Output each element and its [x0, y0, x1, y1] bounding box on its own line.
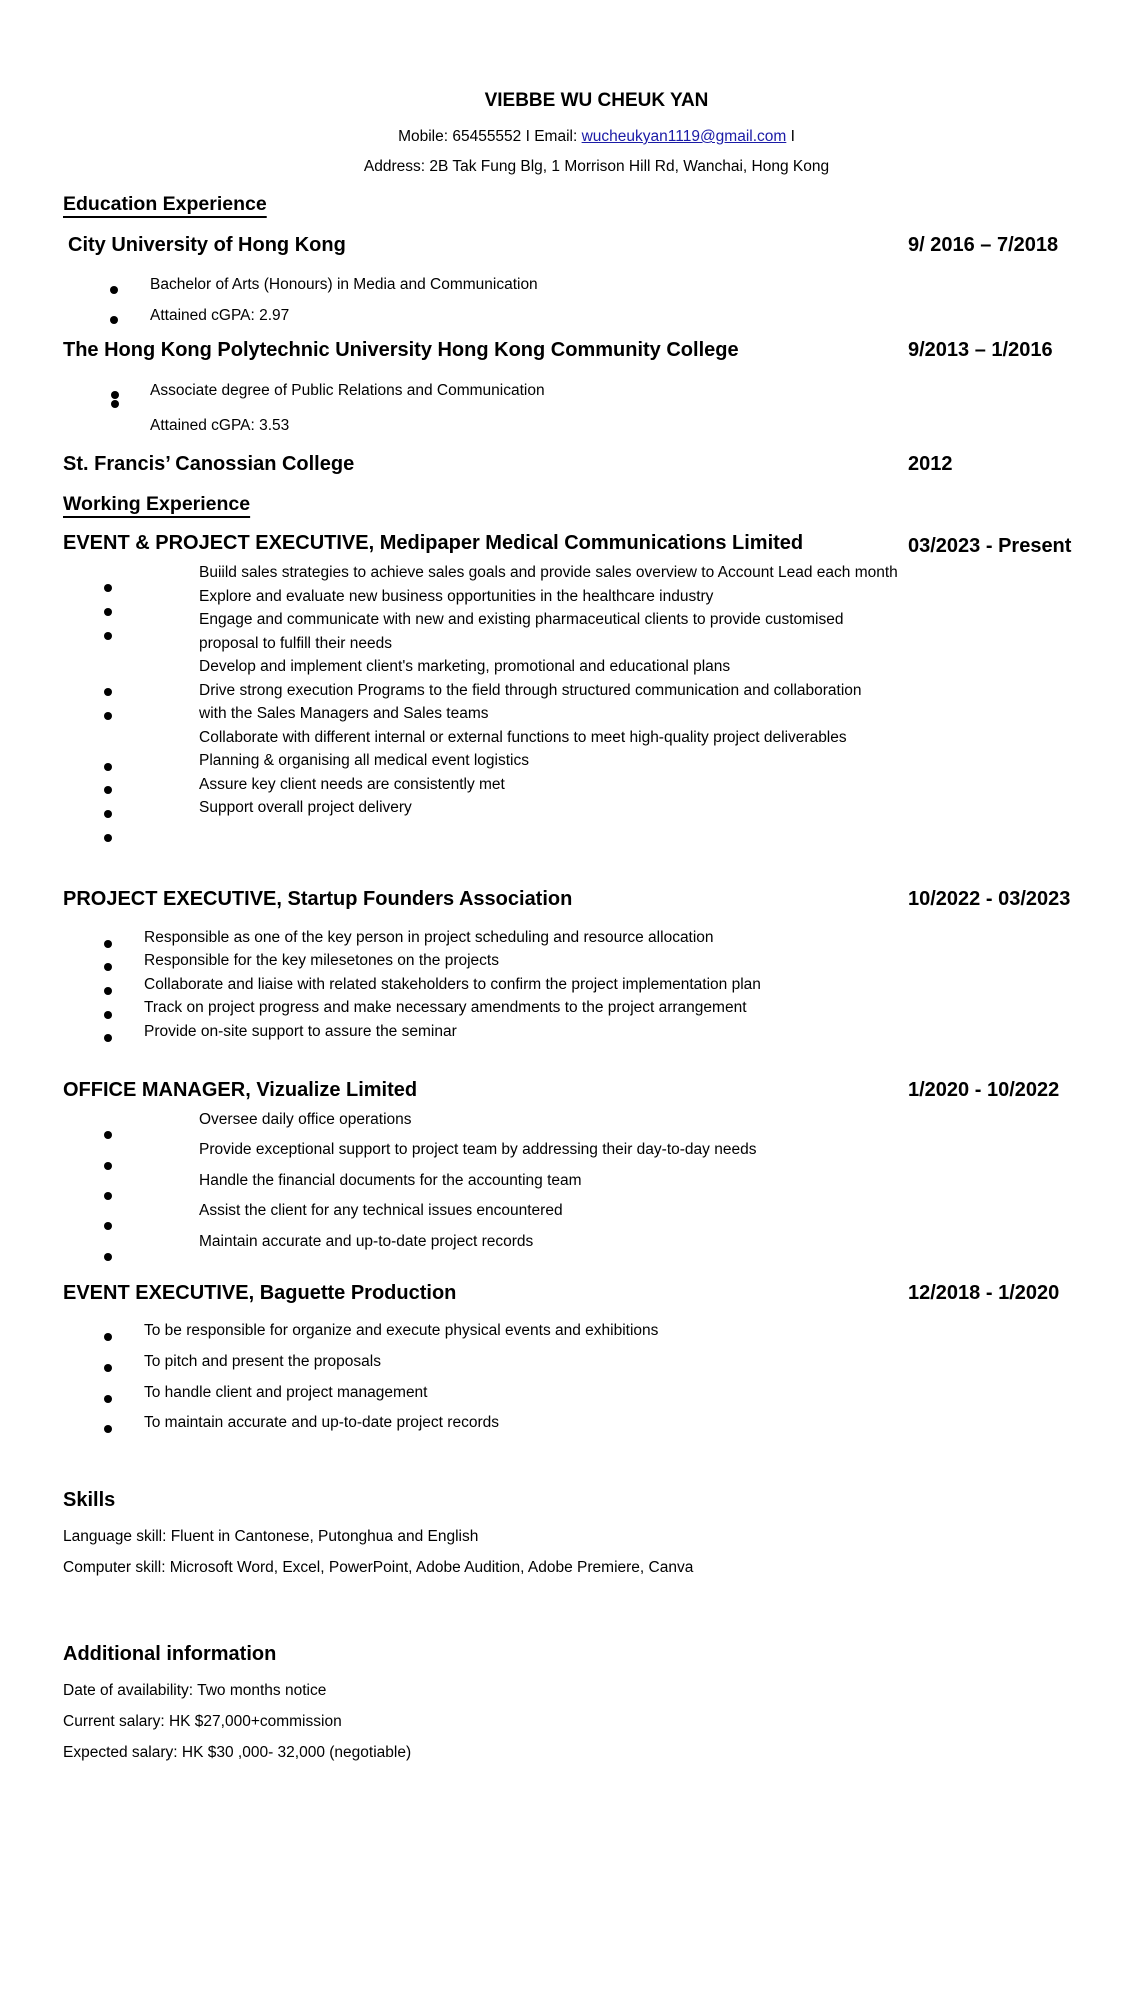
job-duty: Engage and communicate with new and existing pharmaceutical clients to provide customised: [199, 611, 844, 628]
education-item: Attained cGPA: 3.53: [150, 417, 290, 434]
bullet-dot: [104, 1222, 112, 1230]
job-title: PROJECT EXECUTIVE, Startup Founders Association: [63, 888, 573, 910]
job-duty: Develop and implement client's marketing, promotional and educational plans: [199, 658, 731, 675]
bullet-dot: [111, 400, 119, 408]
job-duty: To be responsible for organize and execute physical events and exhibitions: [144, 1322, 659, 1339]
job-duty: Explore and evaluate new business opportunities in the healthcare industry: [199, 588, 714, 605]
work-heading: Working Experience: [63, 493, 251, 515]
bullet-dot: [110, 286, 118, 294]
school-date: 9/ 2016 – 7/2018: [908, 234, 1059, 256]
bullet-dot: [104, 763, 112, 771]
job-duty: Maintain accurate and up-to-date project records: [199, 1233, 534, 1250]
bullet-dot: [104, 810, 112, 818]
bullet-dot: [104, 1131, 112, 1139]
bullet-dot: [104, 1395, 112, 1403]
job-title: EVENT EXECUTIVE, Baguette Production: [63, 1282, 457, 1304]
job-duty: Oversee daily office operations: [199, 1111, 412, 1128]
bullet-dot: [104, 940, 112, 948]
job-duty: Assure key client needs are consistently met: [199, 776, 505, 793]
bullet-dot: [104, 1034, 112, 1042]
job-title: OFFICE MANAGER, Vizualize Limited: [63, 1079, 418, 1101]
job-duty: To handle client and project management: [144, 1384, 428, 1401]
job-duty: Planning & organising all medical event logistics: [199, 752, 529, 769]
job-duty: proposal to fulfill their needs: [199, 635, 393, 652]
education-item: Attained cGPA: 2.97: [150, 307, 290, 324]
bullet-dot: [104, 584, 112, 592]
bullet-dot: [104, 1253, 112, 1261]
additional-heading: Additional information: [63, 1643, 277, 1665]
bullet-dot: [104, 712, 112, 720]
bullet-dot: [104, 834, 112, 842]
job-duty: Assist the client for any technical issues encountered: [199, 1202, 563, 1219]
skills-heading: Skills: [63, 1489, 116, 1511]
school-name: The Hong Kong Polytechnic University Hong Kong Community College: [63, 339, 739, 361]
job-duty: Buiild sales strategies to achieve sales goals and provide sales overview to Account Lead each month: [199, 564, 898, 581]
bullet-dot: [104, 1192, 112, 1200]
education-item: Bachelor of Arts (Honours) in Media and Communication: [150, 276, 538, 293]
bullet-dot: [104, 987, 112, 995]
skill-line: Computer skill: Microsoft Word, Excel, PowerPoint, Adobe Audition, Adobe Premiere, Canva: [63, 1559, 694, 1576]
job-date: 10/2022 - 03/2023: [908, 888, 1071, 910]
bullet-dot: [104, 1425, 112, 1433]
job-duty: Handle the financial documents for the accounting team: [199, 1172, 582, 1189]
school-date: 2012: [908, 453, 953, 475]
job-date: 12/2018 - 1/2020: [908, 1282, 1060, 1304]
job-duty: Collaborate and liaise with related stakeholders to confirm the project implementation plan: [144, 976, 761, 993]
contact-prefix: Mobile: 65455552 I Email:: [398, 128, 582, 145]
education-heading: Education Experience: [63, 193, 267, 215]
school-name: St. Francis’ Canossian College: [63, 453, 355, 475]
school-date: 9/2013 – 1/2016: [908, 339, 1053, 361]
job-title: EVENT & PROJECT EXECUTIVE, Medipaper Medical Communications Limited: [63, 532, 804, 554]
bullet-dot: [104, 1333, 112, 1341]
additional-line: Date of availability: Two months notice: [63, 1682, 327, 1699]
contact-line: [0, 128, 1133, 146]
bullet-dot: [104, 688, 112, 696]
candidate-name: VIEBBE WU CHEUK YAN: [484, 90, 709, 111]
job-duty: Provide on-site support to assure the seminar: [144, 1023, 457, 1040]
bullet-dot: [104, 1364, 112, 1372]
bullet-dot: [104, 1162, 112, 1170]
job-date: 03/2023 - Present: [908, 535, 1072, 557]
job-duty: To maintain accurate and up-to-date project records: [144, 1414, 499, 1431]
job-duty: Support overall project delivery: [199, 799, 412, 816]
job-duty: To pitch and present the proposals: [144, 1353, 381, 1370]
job-duty: Provide exceptional support to project team by addressing their day-to-day needs: [199, 1141, 757, 1158]
job-duty: with the Sales Managers and Sales teams: [199, 705, 489, 722]
additional-line: Current salary: HK $27,000+commission: [63, 1713, 342, 1730]
additional-line: Expected salary: HK $30 ,000- 32,000 (negotiable): [63, 1744, 412, 1761]
job-duty: Responsible for the key milesetones on the projects: [144, 952, 499, 969]
job-duty: Drive strong execution Programs to the field through structured communication and collaboration: [199, 682, 862, 699]
contact-suffix: I: [786, 128, 795, 145]
job-duty: Collaborate with different internal or external functions to meet high-quality project deliverables: [199, 729, 847, 746]
skill-line: Language skill: Fluent in Cantonese, Putonghua and English: [63, 1528, 479, 1545]
school-name: City University of Hong Kong: [68, 234, 346, 256]
bullet-dot: [104, 786, 112, 794]
bullet-dot: [111, 391, 119, 399]
address-line: Address: 2B Tak Fung Blg, 1 Morrison Hill Rd, Wanchai, Hong Kong: [363, 158, 830, 175]
job-date: 1/2020 - 10/2022: [908, 1079, 1060, 1101]
job-duty: Track on project progress and make necessary amendments to the project arrangement: [144, 999, 747, 1016]
job-duty: Responsible as one of the key person in project scheduling and resource allocation: [144, 929, 714, 946]
education-item: Associate degree of Public Relations and Communication: [150, 382, 545, 399]
email-link[interactable]: wucheukyan1119@gmail.com: [581, 128, 787, 145]
bullet-dot: [110, 316, 118, 324]
bullet-dot: [104, 632, 112, 640]
bullet-dot: [104, 963, 112, 971]
bullet-dot: [104, 608, 112, 616]
bullet-dot: [104, 1011, 112, 1019]
